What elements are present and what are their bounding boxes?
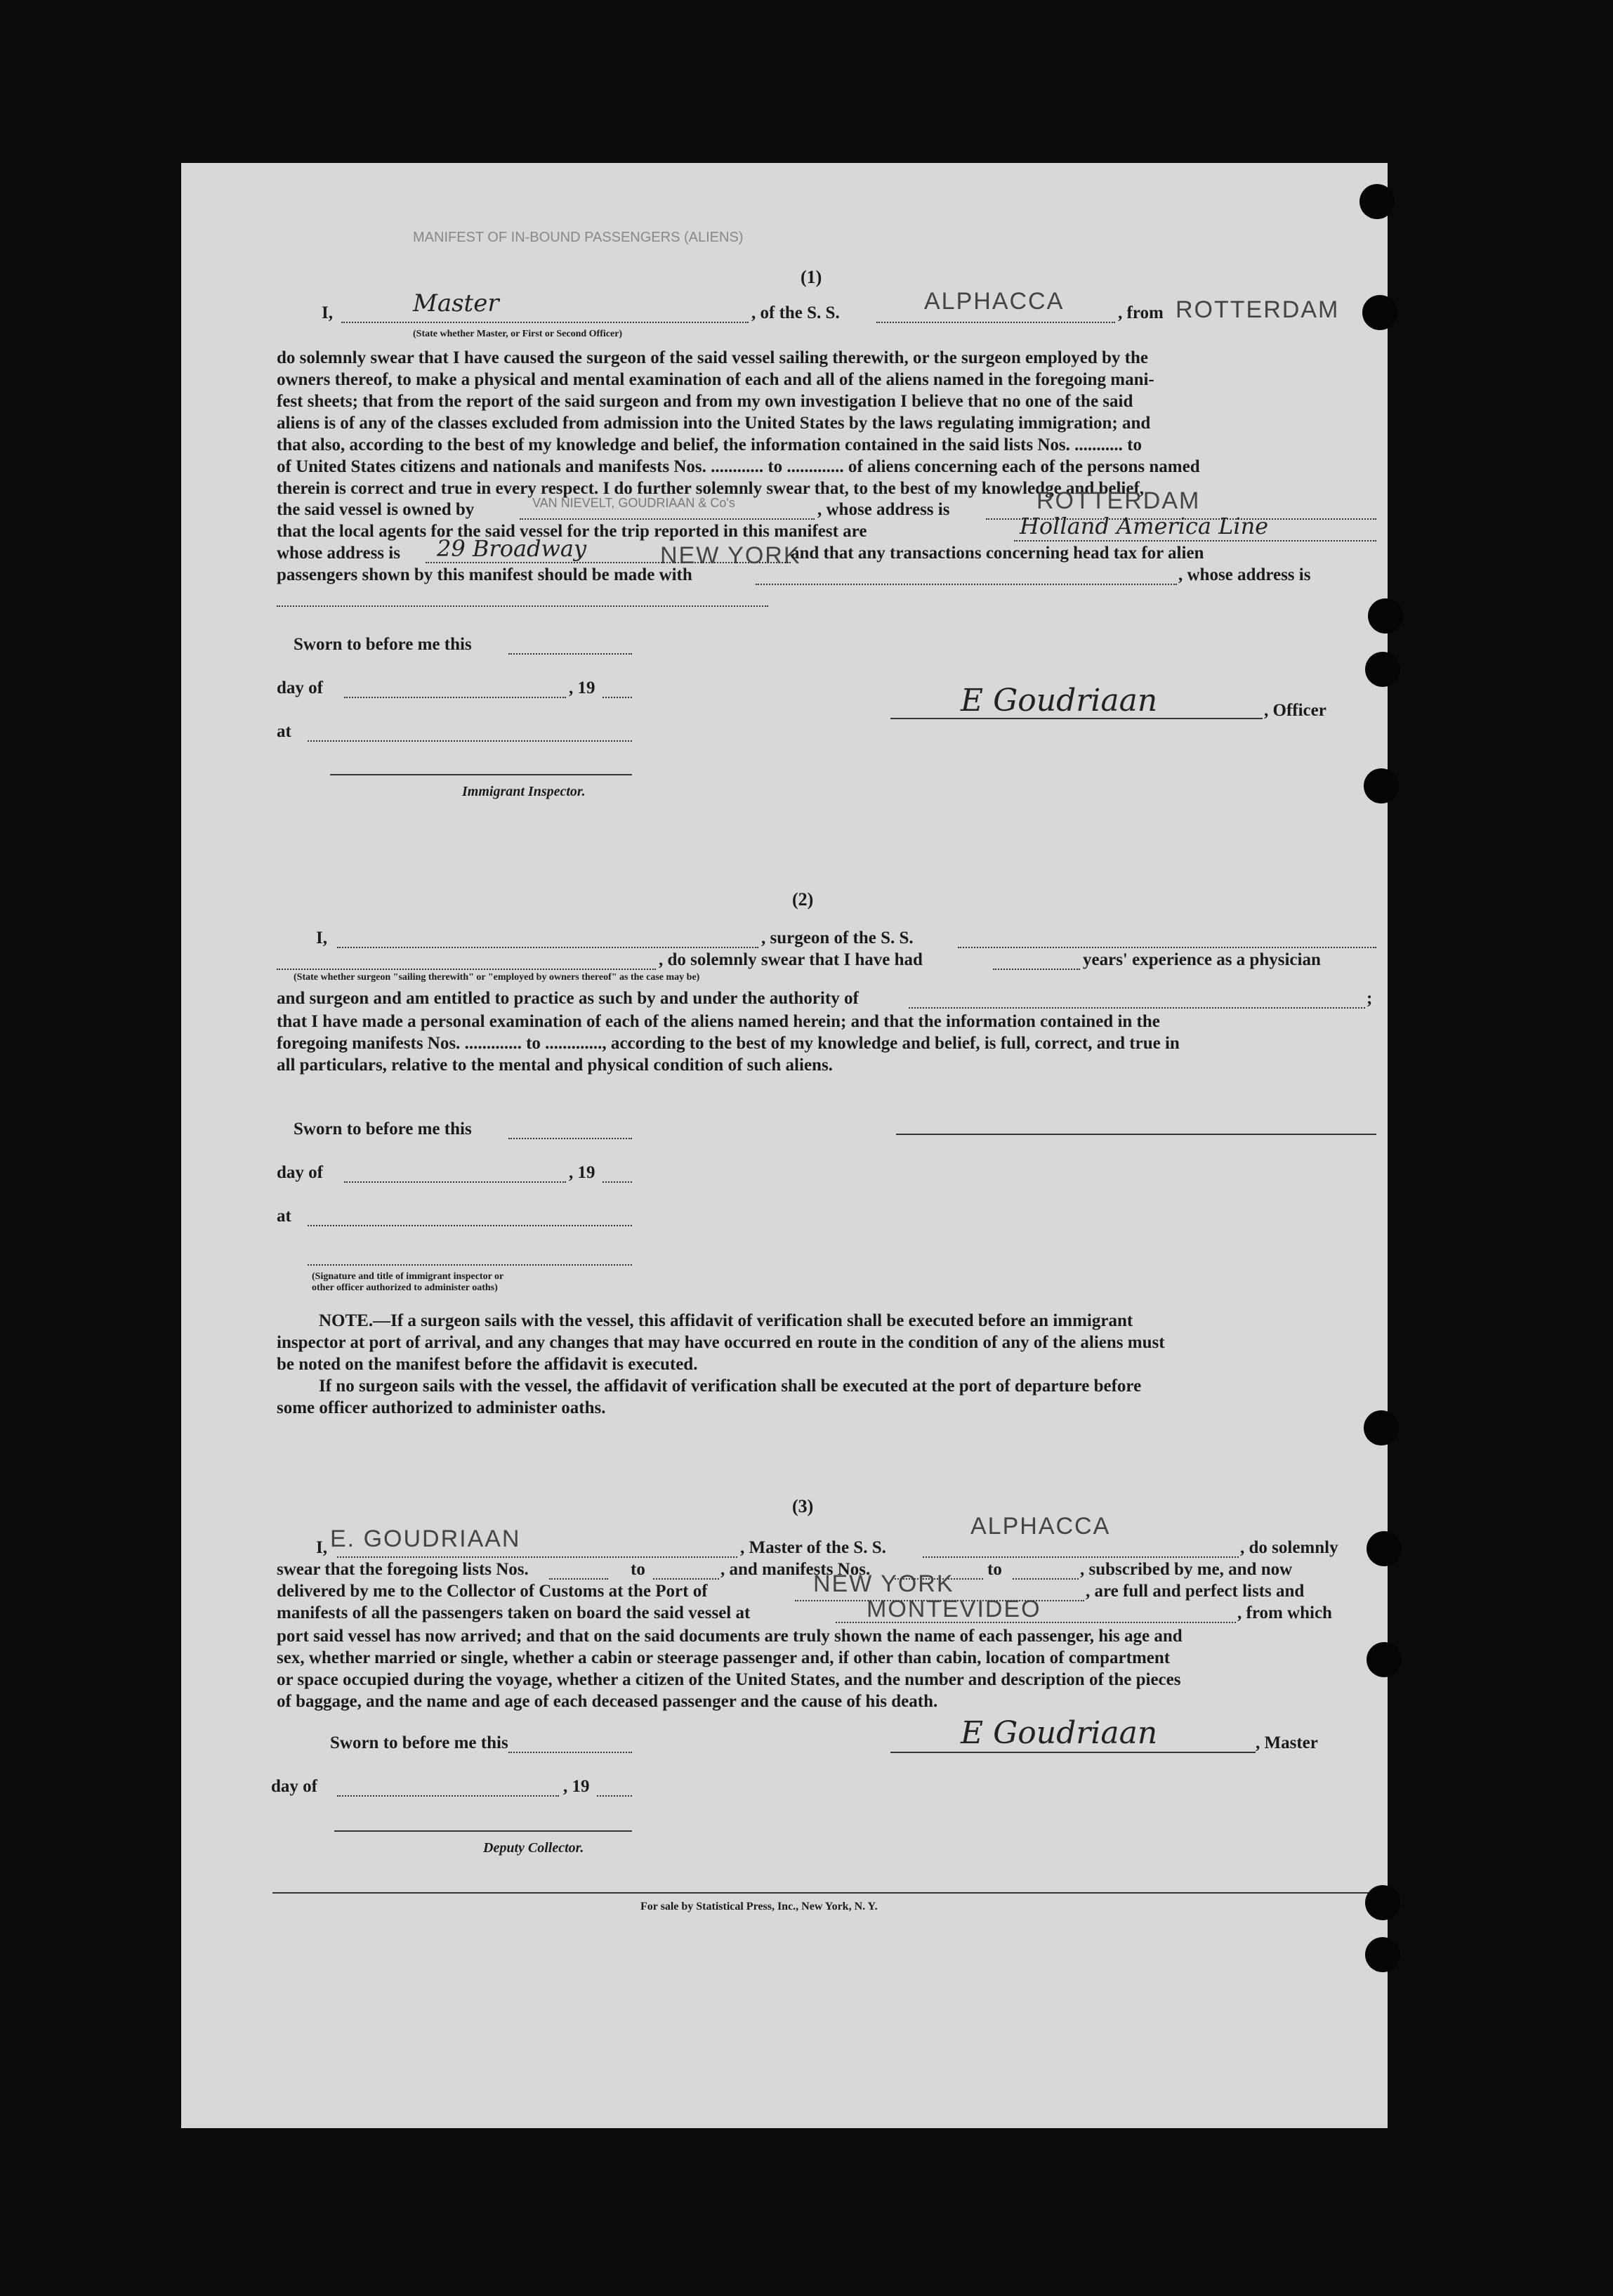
s2-name-line	[337, 947, 758, 948]
s3-line3-b: , are full and perfect lists and	[1086, 1582, 1305, 1601]
s3-line2-a: swear that the foregoing lists Nos.	[277, 1560, 529, 1579]
binder-hole	[1364, 1410, 1399, 1445]
s2-year-line	[603, 1181, 632, 1183]
s2-semicolon: ;	[1367, 989, 1373, 1008]
s1-agent-address-handwritten: 29 Broadway	[437, 535, 587, 562]
s1-day-of: day of	[277, 678, 323, 697]
section-3-number: (3)	[792, 1496, 814, 1516]
s1-at: at	[277, 722, 291, 741]
s3-line4-a: manifests of all the passengers taken on board the said vessel at	[277, 1603, 751, 1622]
s2-surgeon-of: , surgeon of the S. S.	[761, 929, 914, 947]
note-line: If no surgeon sails with the vessel, the affidavit of verification shall be executed at the port of departure before	[319, 1377, 1142, 1396]
s3-line4-b: , from which	[1237, 1603, 1332, 1622]
s1-at-line	[308, 740, 632, 742]
binder-hole	[1365, 1937, 1400, 1972]
binder-hole	[1367, 1642, 1402, 1677]
s1-port-stamp: ROTTERDAM	[1176, 296, 1340, 323]
s1-whose-address: , whose address is	[817, 500, 950, 519]
s3-i-label: I,	[316, 1538, 327, 1557]
s1-inspector-line	[330, 774, 632, 775]
s1-body-line: aliens is of any of the classes excluded from admission into the United States by the laws regulating immigration; and	[277, 414, 1151, 433]
s1-body-line: therein is correct and true in every respect. I do further solemnly swear that, to the best of my knowledge and belief,	[277, 479, 1145, 498]
s3-year: , 19	[563, 1777, 590, 1796]
s1-owned-by: the said vessel is owned by	[277, 500, 475, 519]
s3-sworn: Sworn to before me this	[330, 1733, 508, 1752]
s2-years-line	[993, 969, 1080, 970]
s2-i-label: I,	[316, 929, 327, 947]
note-line: be noted on the manifest before the affidavit is executed.	[277, 1355, 698, 1374]
s3-body-line: of baggage, and the name and age of each deceased passenger and the cause of his death.	[277, 1692, 938, 1711]
s1-agent-line	[1014, 540, 1376, 542]
note-block	[277, 1310, 1379, 1419]
s3-collector-line	[334, 1830, 632, 1832]
s1-year-line	[603, 697, 632, 698]
s3-day-of: day of	[271, 1777, 317, 1796]
s2-surgeon-sign-line	[896, 1134, 1376, 1135]
s3-master-sign-line	[890, 1752, 1256, 1753]
binder-hole	[1367, 1531, 1402, 1566]
s3-solemnly: , do solemnly	[1240, 1538, 1338, 1557]
s3-port-stamp: NEW YORK	[813, 1570, 954, 1597]
s1-passengers-line: passengers shown by this manifest should be made with	[277, 565, 692, 584]
s2-caption: (State whether surgeon "sailing therewith" or "employed by owners thereof" as the case may be)	[294, 972, 700, 983]
s1-local-agents: that the local agents for the said vessel for the trip reported in this manifest are	[277, 522, 867, 541]
s1-role-handwritten: Master	[413, 289, 499, 317]
s3-vessel-line	[923, 1556, 1239, 1558]
s1-day-line	[344, 697, 566, 698]
s2-body-line: all particulars, relative to the mental and physical condition of such aliens.	[277, 1056, 833, 1075]
s2-sig-line	[308, 1264, 632, 1266]
s1-agent-address-label: whose address is	[277, 544, 400, 563]
s1-address-continuation-line	[277, 605, 768, 607]
s2-day-of: day of	[277, 1163, 323, 1182]
note-line: NOTE.—If a surgeon sails with the vessel, this affidavit of verification shall be executed before an immigrant	[319, 1311, 1133, 1330]
s3-vessel-stamp: ALPHACCA	[970, 1513, 1111, 1540]
s1-body-line: fest sheets; that from the report of the said surgeon and from my own investigation I believe that no one of the said	[277, 392, 1133, 411]
binder-hole	[1365, 1885, 1400, 1920]
s1-vessel-stamp: ALPHACCA	[924, 288, 1065, 315]
binder-hole	[1364, 768, 1399, 803]
s3-line2-b: to	[631, 1560, 645, 1579]
binder-hole	[1368, 598, 1403, 634]
manifest-page	[181, 163, 1388, 2128]
s1-owner-address-stamp: ROTTERDAM	[1036, 487, 1201, 514]
s1-head-tax: and that any transactions concerning head tax for alien	[791, 544, 1204, 563]
s3-collector-caption: Deputy Collector.	[483, 1840, 584, 1856]
s2-body	[277, 1011, 1379, 1076]
s1-role-line	[341, 322, 749, 323]
s3-line3-a: delivered by me to the Collector of Customs at the Port of	[277, 1582, 708, 1601]
s3-master-of: , Master of the S. S.	[740, 1538, 886, 1557]
s3-master-label: , Master	[1256, 1733, 1318, 1752]
s1-agent-handwritten: Holland America Line	[1020, 513, 1269, 539]
s1-vessel-line	[876, 322, 1115, 323]
s1-body-line: that also, according to the best of my knowledge and belief, the information contained in the said lists Nos. ........... to	[277, 435, 1142, 454]
s2-role-line	[277, 969, 656, 970]
s2-practice: and surgeon and am entitled to practice as such by and under the authority of	[277, 989, 859, 1008]
s1-role-caption: (State whether Master, or First or Second Officer)	[413, 329, 623, 339]
s3-day-line	[337, 1795, 559, 1797]
binder-hole	[1362, 295, 1397, 330]
s2-body-line: foregoing manifests Nos. ............. to ............., according to the best of my knowledge and belief, is full, correct, and true in	[277, 1034, 1180, 1053]
section-2-number: (2)	[792, 889, 814, 910]
note-line: some officer authorized to administer oaths.	[277, 1398, 606, 1417]
s3-line2-e: , subscribed by me, and now	[1080, 1560, 1293, 1579]
s2-sworn-line	[508, 1138, 632, 1139]
s1-signature-handwritten: E Goudriaan	[961, 683, 1158, 719]
s2-day-line	[344, 1181, 566, 1183]
s1-whose-address-end: , whose address is	[1178, 565, 1311, 584]
s1-year: , 19	[569, 678, 595, 697]
footer-text: For sale by Statistical Press, Inc., New York, N. Y.	[640, 1901, 878, 1913]
s2-sworn: Sworn to before me this	[294, 1120, 472, 1139]
s3-body-line: port said vessel has now arrived; and that on the said documents are truly shown the name of each passenger, his age and	[277, 1627, 1183, 1646]
s1-owner-stamp: VAN NIEVELT, GOUDRIAAN & Co's	[532, 496, 735, 510]
s3-from-stamp: MONTEVIDEO	[867, 1596, 1041, 1622]
s3-lists-from-line	[549, 1578, 608, 1580]
s2-year: , 19	[569, 1163, 595, 1182]
s3-lists-to-line	[653, 1578, 719, 1580]
s1-owner-line	[520, 518, 815, 520]
s2-sig-caption-1: (Signature and title of immigrant inspector or	[312, 1271, 504, 1282]
s2-authority-line	[909, 1007, 1365, 1009]
binder-hole	[1359, 184, 1395, 219]
s2-swear-had: , do solemnly swear that I have had	[659, 950, 923, 969]
s3-body-line: or space occupied during the voyage, whether a citizen of the United States, and the number and description of the pieces	[277, 1670, 1181, 1689]
s3-line2-d: to	[987, 1560, 1002, 1579]
s1-body	[277, 347, 1379, 499]
s1-inspector-caption: Immigrant Inspector.	[462, 784, 586, 799]
s1-from-label: , from	[1118, 303, 1164, 322]
s2-at: at	[277, 1207, 291, 1226]
s3-body	[277, 1625, 1379, 1712]
s2-vessel-line	[958, 947, 1376, 948]
s1-sworn-line	[508, 653, 632, 655]
s2-sig-caption-2: other officer authorized to administer oaths)	[312, 1283, 498, 1293]
s3-sworn-line	[508, 1752, 632, 1753]
s2-years-exp: years' experience as a physician	[1083, 950, 1321, 969]
s2-at-line	[308, 1225, 632, 1226]
s2-body-line: that I have made a personal examination of each of the aliens named herein; and that the information contained in the	[277, 1012, 1160, 1031]
section-1-number: (1)	[801, 267, 822, 287]
s3-body-line: sex, whether married or single, whether a cabin or steerage passenger and, if other than cabin, location of compartment	[277, 1648, 1171, 1667]
s3-year-line	[597, 1795, 632, 1797]
footer-rule	[272, 1892, 1376, 1894]
s1-tax-with-line	[756, 584, 1177, 585]
s1-sworn: Sworn to before me this	[294, 635, 472, 654]
s3-line2-c: , and manifests Nos.	[720, 1560, 871, 1579]
s3-name-line	[337, 1556, 737, 1558]
s1-of-ss: , of the S. S.	[751, 303, 840, 322]
faint-header: MANIFEST OF IN-BOUND PASSENGERS (ALIENS)	[413, 230, 744, 245]
note-line: inspector at port of arrival, and any changes that may have occurred en route in the condition of any of the aliens must	[277, 1333, 1165, 1352]
binder-hole	[1365, 652, 1400, 687]
s1-body-line: owners thereof, to make a physical and mental examination of each and all of the aliens named in the foregoing mani-	[277, 370, 1154, 389]
s1-agent-city-stamp: NEW YORK	[660, 542, 801, 569]
s1-body-line: do solemnly swear that I have caused the surgeon of the said vessel sailing therewith, or the surgeon employed by the	[277, 348, 1148, 367]
s3-manifests-to-line	[1013, 1578, 1079, 1580]
s1-officer-label: , Officer	[1264, 701, 1326, 720]
s1-body-line: of United States citizens and nationals and manifests Nos. ............ to ............. of aliens concerning each of the persons named	[277, 457, 1200, 476]
s3-signature-handwritten: E Goudriaan	[961, 1715, 1158, 1751]
s3-master-name-stamp: E. GOUDRIAAN	[330, 1526, 521, 1552]
s1-i-label: I,	[322, 303, 333, 322]
